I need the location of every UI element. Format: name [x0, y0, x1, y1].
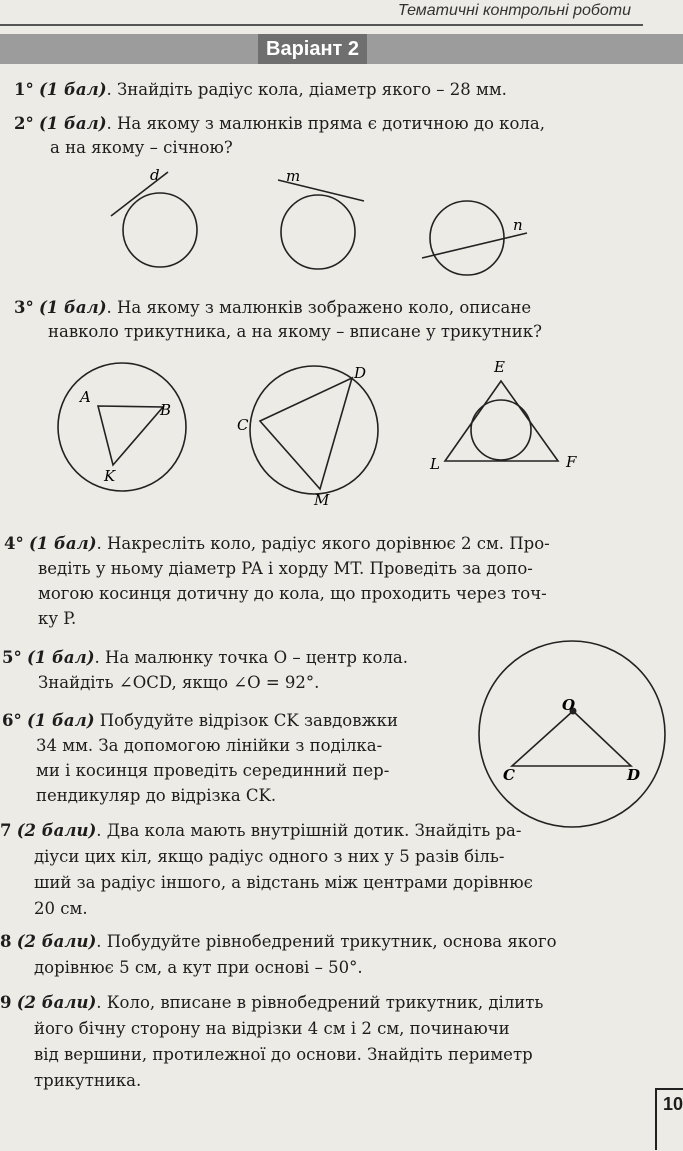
task-8: [0, 929, 557, 981]
task-text: від вершини, протилежної до основи. Знайдіть периметр: [34, 1045, 533, 1064]
task-points: (2 бали): [16, 932, 97, 951]
task-points: (1 бал): [38, 80, 107, 99]
label-n: n: [513, 216, 523, 234]
task-number: 5°: [2, 648, 22, 667]
task-text: дорівнює 5 см, а кут при основі – 50°.: [34, 958, 363, 977]
triangle-ocd: [512, 711, 631, 766]
label-K: K: [104, 467, 116, 485]
circle-o: [479, 641, 665, 827]
task-points: (2 бали): [16, 821, 97, 840]
task-text: Знайдіть ∠OCD, якщо ∠O = 92°.: [38, 673, 320, 692]
task-text: . Накресліть коло, радіус якого дорівнює 2 см. Про-: [96, 534, 550, 553]
task-text: а на якому – січною?: [50, 138, 233, 157]
header-title: Тематичні контрольні роботи: [397, 2, 631, 19]
task-number: 6°: [2, 711, 22, 730]
task-number: 3°: [14, 298, 34, 317]
task-text: . Коло, вписане в рівнобедрений трикутник, ділить: [96, 993, 544, 1012]
task-text: . На малюнку точка O – центр кола.: [94, 648, 409, 667]
task-7: [0, 818, 533, 922]
task-text: його бічну сторону на відрізки 4 см і 2 см, починаючи: [34, 1019, 510, 1038]
label-A: A: [80, 388, 91, 406]
label-B: B: [160, 401, 172, 419]
task-points: (1 бал): [38, 298, 107, 317]
task-points: (1 бал): [38, 114, 107, 133]
task-text: ми і косинця проведіть серединний пер-: [36, 761, 390, 780]
label-C: C: [503, 766, 515, 784]
label-D: D: [354, 364, 367, 382]
task-text: 20 см.: [34, 899, 88, 918]
label-d: d: [150, 166, 160, 184]
label-m: m: [286, 167, 301, 185]
label-O: O: [562, 696, 576, 714]
task-text: . На якому з малюнків пряма є дотичною до кола,: [106, 114, 545, 133]
task-text: . Побудуйте рівнобедрений трикутник, основа якого: [96, 932, 557, 951]
task-text: . На якому з малюнків зображено коло, описане: [106, 298, 532, 317]
task-number: 7: [0, 821, 12, 840]
task-text: трикутника.: [34, 1071, 142, 1090]
task-number: 9: [0, 993, 12, 1012]
page-number: 10: [655, 1088, 683, 1150]
task-number: 1°: [14, 80, 34, 99]
task-text: пендикуляр до відрізка CK.: [36, 786, 277, 805]
label-C: C: [237, 416, 249, 434]
task-text: Побудуйте відрізок CK завдовжки: [94, 711, 398, 730]
label-M: M: [314, 491, 330, 509]
task-text: . Знайдіть радіус кола, діаметр якого – 28 мм.: [106, 80, 507, 99]
task-text: діуси цих кіл, якщо радіус одного з них у 5 разів біль-: [34, 847, 505, 866]
task-text: . Два кола мають внутрішній дотик. Знайдіть ра-: [96, 821, 522, 840]
task-points: (1 бал): [28, 534, 97, 553]
task-number: 8: [0, 932, 12, 951]
task-9: [0, 990, 543, 1094]
task-points: (1 бал): [26, 711, 95, 730]
task-text: навколо трикутника, а на якому – вписане у трикутник?: [48, 322, 542, 341]
variant-label: Варіант 2: [258, 34, 367, 64]
task-text: ший за радіус іншого, а відстань між центрами дорівнює: [34, 873, 533, 892]
task-points: (2 бали): [16, 993, 97, 1012]
task-points: (1 бал): [26, 648, 95, 667]
label-F: F: [566, 453, 577, 471]
task-text: могою косинця дотичну до кола, що проходить через точ-: [38, 584, 547, 603]
task-number: 4°: [4, 534, 24, 553]
task-number: 2°: [14, 114, 34, 133]
task-text: 34 мм. За допомогою лінійки з поділка-: [36, 736, 383, 755]
label-L: L: [430, 455, 440, 473]
label-D: D: [627, 766, 641, 784]
task-text: ку P.: [38, 609, 77, 628]
label-E: E: [494, 358, 505, 376]
task-text: ведіть у ньому діаметр PA і хорду MT. Проведіть за допо-: [38, 559, 533, 578]
